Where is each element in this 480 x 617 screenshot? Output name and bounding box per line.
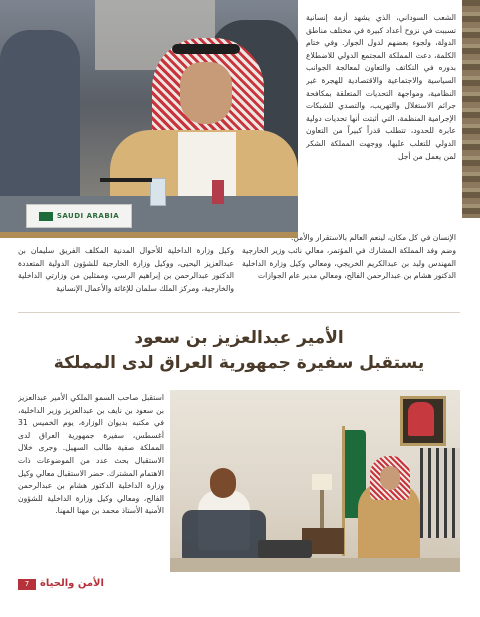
top-article-left-column: وكيل وزارة الداخلية للأحوال المدنية المكلف الفريق سليمان بن عبدالعزيز اليحيى، ووكيل وزارة الخارجية للشؤون الدولية المتعددة الدكتور عبدالرحمن بن إبراهيم الرسي، وممثلين من وزارتي الداخلية والخارجية، ومركز الملك سلمان للإغاثة والأعمال الإنسانية [18,246,234,293]
side-decoration [462,0,480,218]
top-article-wide-line: الإنسان في كل مكان، لينعم العالم بالاستقرار والأمن. [290,233,456,242]
photo-face [180,62,232,124]
photo-coffee-table [258,540,312,558]
photo-wall-panel [420,448,460,538]
photo-lamp-stand [320,490,324,530]
photo-cup-red [212,180,224,204]
photo-floor [170,558,460,572]
top-photo [0,0,298,232]
bottom-article-body: استقبل صاحب السمو الملكي الأمير عبدالعزيز بن سعود بن نايف بن عبدالعزيز وزير الداخلية، في مكتبه بديوان الوزارة، يوم الخميس 31 أغسطس، سفيرة جمهورية العراق لدى المملكة صفية طالب السهيل. وجرى خلال الاستقبال بحث عدد من الموضوعات ذات الاهتمام المشترك. حضر الاستقبال معالي وكيل وزارة الداخلية الدكتور هشام بن عبدالرحمن الفالح، ومعالي وكيل وزارة الداخلية للشؤون الأمنية الأستاذ محمد بن مهنا المهنا. [18,393,164,516]
nameplate-text: SAUDI ARABIA [56,212,120,220]
photo-guest-head [210,468,236,498]
photo-host-face [380,466,400,490]
section-divider [18,312,460,313]
nameplate [26,204,132,228]
photo-agal [172,44,240,54]
top-article-full-lines: وضم وفد المملكة المشارك في المؤتمر، معالي نائب وزير الخارجية المهندس وليد بن عبدالكريم الخريجي، ومعالي وكيل وزارة الداخلية الدكتور هشام بن عبدالرحمن الفالح، ومعالي مدير عام الجوازات [242,246,456,281]
photo-portrait [408,402,434,436]
bottom-photo [170,390,460,572]
photo-cup [150,178,166,206]
headline-line2: يستقبل سفيرة جمهورية العراق لدى المملكة [53,353,425,373]
photo-microphone [100,178,152,182]
page-number: 7 [18,579,36,590]
magazine-title: الأمن والحياة [40,578,104,589]
top-article-right-column: الشعب السوداني، الذي يشهد أزمة إنسانية تسببت في نزوح أعداد كبيرة في مختلف مناطق الدولة، ولجوء بعضهم لدول الجوار. وفي ختام الكلمة، دعت المملكة المجتمع الدولي للاضطلاع بدوره في التكاتف والتعاون لمعالجة الجوانب السياسية والاجتماعية والاقتصادية للهجرة غير النظامية، ومواجهة التحديات المتعلقة بمكافحة جرائم الاستغلال والتهريب، والتصدي للشبكات الإجرامية المنظمة، التي أثبتت أنها تحديات دولية عابرة للحدود، تتطلب قدراً كبيراً من التعاون الدولي للتغلب عليها، ووجهت المملكة الشكر لمن يعمل من أجل [306,13,456,161]
nameplate-flag [39,212,53,221]
headline-line1: الأمير عبدالعزيز بن سعود [134,328,344,348]
photo-lamp-shade [312,474,332,490]
